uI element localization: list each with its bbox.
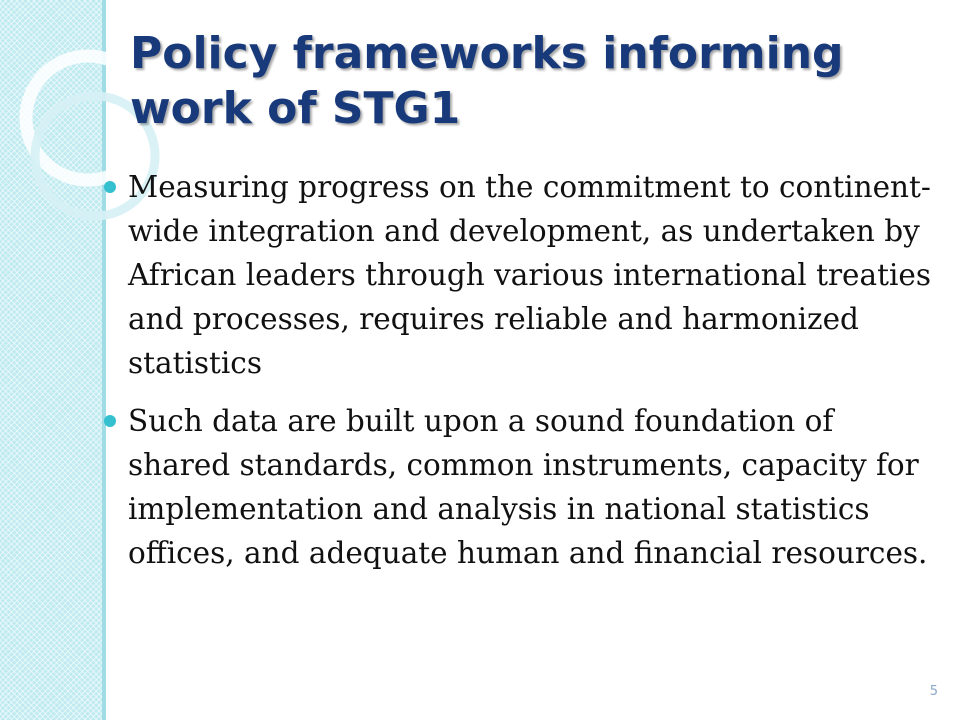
bullet-list — [104, 165, 944, 589]
bullet-item — [104, 165, 944, 385]
bullet-item — [104, 399, 944, 575]
page-number: 5 — [929, 684, 938, 699]
bullet-text: Measuring progress on the commitment to continent-wide integration and development, as undertaken by African leaders through various international treaties and processes, requires reliable and harmonized statistics — [128, 170, 931, 380]
slide-title: Policy frameworks informing work of STG1 — [130, 28, 844, 134]
bullet-dot-icon — [104, 415, 116, 427]
bullet-dot-icon — [104, 181, 116, 193]
bullet-text: Such data are built upon a sound foundation of shared standards, common instruments, capacity for implementation and analysis in national statistics offices, and adequate human and financial resources. — [128, 404, 928, 570]
